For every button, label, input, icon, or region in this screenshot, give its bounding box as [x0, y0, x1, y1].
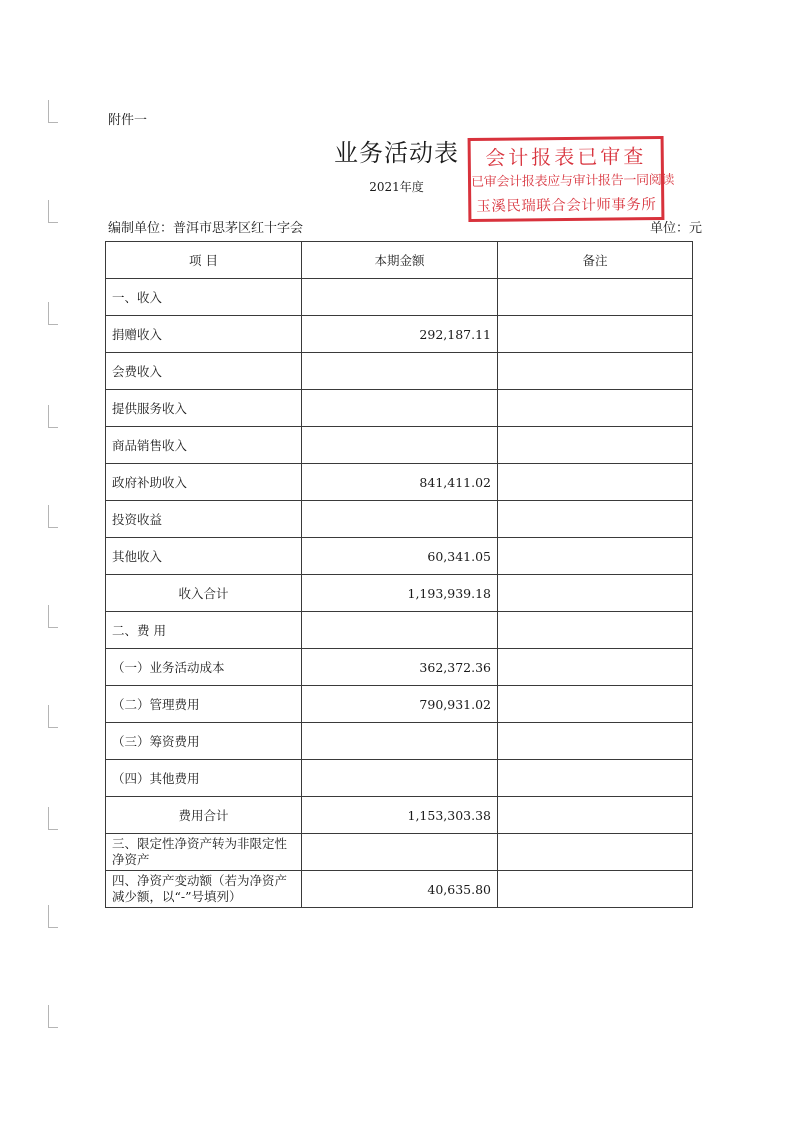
row-note	[498, 575, 693, 612]
header-note: 备注	[498, 242, 693, 279]
row-note	[498, 501, 693, 538]
row-item: 其他收入	[106, 538, 302, 575]
binding-mark	[48, 705, 58, 728]
row-item: （三）筹资费用	[106, 723, 302, 760]
table-row-total	[106, 575, 693, 612]
row-amount	[302, 390, 498, 427]
row-amount	[302, 760, 498, 797]
row-item: （四）其他费用	[106, 760, 302, 797]
row-note	[498, 316, 693, 353]
row-amount: 60,341.05	[302, 538, 498, 575]
row-note	[498, 649, 693, 686]
binding-mark	[48, 505, 58, 528]
row-amount: 841,411.02	[302, 464, 498, 501]
table-row	[106, 686, 693, 723]
table-row	[106, 649, 693, 686]
table-header-row	[106, 242, 693, 279]
row-amount	[302, 723, 498, 760]
table-row	[106, 316, 693, 353]
audit-stamp	[468, 136, 675, 222]
table-row	[106, 501, 693, 538]
row-note	[498, 538, 693, 575]
table-row	[106, 390, 693, 427]
row-amount: 1,153,303.38	[302, 797, 498, 834]
page-title: 业务活动表	[334, 139, 459, 167]
binding-mark	[48, 200, 58, 223]
row-item: 一、收入	[106, 279, 302, 316]
table-row-total	[106, 797, 693, 834]
row-item: 商品销售收入	[106, 427, 302, 464]
table-row	[106, 723, 693, 760]
binding-mark	[48, 905, 58, 928]
row-note	[498, 760, 693, 797]
table-row	[106, 464, 693, 501]
binding-mark	[48, 302, 58, 325]
row-item: 政府补助收入	[106, 464, 302, 501]
header-item: 项 目	[106, 242, 302, 279]
row-amount: 790,931.02	[302, 686, 498, 723]
stamp-line-3: 玉溪民瑞联合会计师事务所	[476, 197, 657, 215]
row-note	[498, 612, 693, 649]
row-note	[498, 390, 693, 427]
row-amount	[302, 353, 498, 390]
row-item: （二）管理费用	[106, 686, 302, 723]
row-note	[498, 279, 693, 316]
table-row	[106, 612, 693, 649]
header-amount: 本期金额	[302, 242, 498, 279]
row-note	[498, 834, 693, 871]
row-item: （一）业务活动成本	[106, 649, 302, 686]
row-note	[498, 464, 693, 501]
row-item: 四、净资产变动额（若为净资产减少额，以“-”号填列）	[106, 871, 302, 908]
row-item: 提供服务收入	[106, 390, 302, 427]
binding-mark	[48, 807, 58, 830]
row-item: 二、费 用	[106, 612, 302, 649]
row-amount	[302, 834, 498, 871]
compiling-unit: 编制单位：普洱市思茅区红十字会	[108, 221, 304, 236]
table-row	[106, 279, 693, 316]
row-item: 投资收益	[106, 501, 302, 538]
binding-mark	[48, 100, 58, 123]
row-amount	[302, 612, 498, 649]
table-row	[106, 353, 693, 390]
row-item: 三、限定性净资产转为非限定性净资产	[106, 834, 302, 871]
stamp-line-2: 已审会计报表应与审计报告一同阅读	[470, 172, 675, 190]
row-item: 捐赠收入	[106, 316, 302, 353]
row-amount	[302, 427, 498, 464]
binding-mark	[48, 405, 58, 428]
row-note	[498, 723, 693, 760]
row-amount: 40,635.80	[302, 871, 498, 908]
table-row	[106, 760, 693, 797]
row-note	[498, 871, 693, 908]
row-note	[498, 797, 693, 834]
row-note	[498, 686, 693, 723]
currency-unit: 单位：元	[650, 221, 703, 236]
row-amount: 1,193,939.18	[302, 575, 498, 612]
row-amount: 362,372.36	[302, 649, 498, 686]
row-note	[498, 353, 693, 390]
annex-label: 附件一	[108, 113, 148, 128]
row-item: 收入合计	[106, 575, 302, 612]
table-row	[106, 538, 693, 575]
binding-mark	[48, 1005, 58, 1028]
row-amount	[302, 279, 498, 316]
table-row	[106, 871, 693, 908]
row-item: 费用合计	[106, 797, 302, 834]
report-year: 2021年度	[369, 180, 424, 194]
row-amount: 292,187.11	[302, 316, 498, 353]
stamp-line-1: 会计报表已审查	[485, 144, 647, 170]
row-note	[498, 427, 693, 464]
row-item: 会费收入	[106, 353, 302, 390]
binding-mark	[48, 605, 58, 628]
row-amount	[302, 501, 498, 538]
activity-table	[105, 241, 693, 908]
table-row	[106, 427, 693, 464]
table-row	[106, 834, 693, 871]
